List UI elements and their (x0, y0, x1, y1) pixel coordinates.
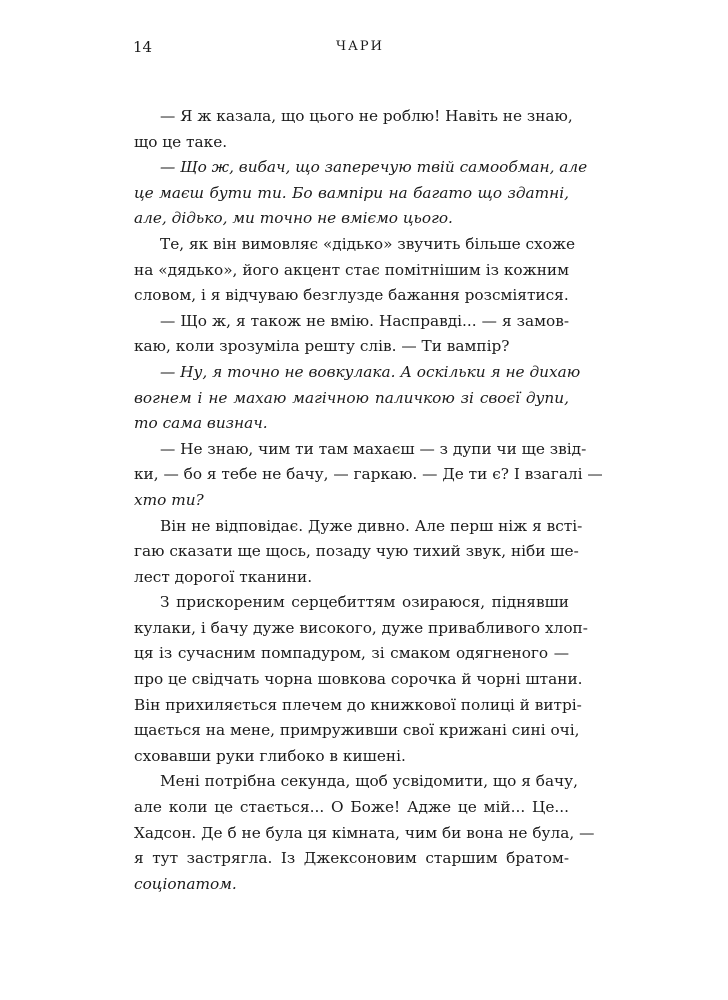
text-line: — Я ж казала, що цього не роблю! Навіть не знаю, (160, 107, 573, 125)
page-number: 14 (133, 38, 153, 56)
text-line: що це таке. (134, 132, 228, 151)
text-line-italic: це маєш бути ти. Бо вампіри на багато що здатні, (134, 183, 569, 202)
text-line: — Що ж, я також не вмію. Насправді... — я замов- (160, 311, 569, 330)
text-line: але коли це стається... О Боже! Адже це мій... Це... (134, 798, 569, 817)
text-line: Хадсон. Де б не була ця кімната, чим би вона не була, — (134, 823, 595, 842)
text-line: Те, як він вимовляє «дідько» звучить більше схоже (160, 234, 576, 253)
text-line: лест дорогої тканини. (134, 567, 313, 586)
text-line-italic: але, дідько, ми точно не вміємо цього. (134, 209, 453, 228)
text-line: щається на мене, примруживши свої крижані сині очі, (134, 721, 580, 740)
text-line: ки, — бо я тебе не бачу, — гаркаю. — Де ти є? І взагалі — (134, 465, 603, 484)
running-head (0, 36, 728, 58)
text-line-italic: соціопатом. (134, 874, 237, 893)
text-line-italic: — Що ж, вибач, що заперечую твій самообман, але (160, 158, 588, 177)
body-text (134, 104, 603, 897)
text-line: Він не відповідає. Дуже дивно. Але перш ніж я встi- (160, 516, 583, 535)
text-line: словом, і я відчуваю безглузде бажання розсміятися. (134, 286, 569, 305)
text-line: гаю сказати ще щось, позаду чую тихий звук, ніби ше- (134, 542, 579, 561)
text-line: кулаки, і бачу дуже високого, дуже привабливого хлоп- (134, 618, 588, 637)
text-line: З прискореним серцебиттям озираюся, піднявши (160, 593, 569, 612)
text-line: Він прихиляється плечем до книжкової полиці й витрі- (134, 695, 582, 714)
text-line-italic: вогнем і не махаю магічною паличкою зі своєї дупи, (134, 388, 569, 407)
book-title: ЧАРИ (336, 39, 384, 54)
text-line: про це свідчать чорна шовкова сорочка й чорні штани. (134, 670, 583, 689)
text-line: Мені потрібна секунда, щоб усвідомити, що я бачу, (160, 772, 579, 791)
text-line-italic: то сама визнач. (134, 414, 268, 433)
text-line: на «дядько», його акцент стає помітнішим із кожним (134, 260, 569, 279)
text-line: — Не знаю, чим ти там махаєш — з дупи чи ще звід- (160, 439, 587, 458)
text-line: я тут застрягла. Із Джексоновим старшим братом- (134, 849, 569, 868)
text-line-italic: хто ти? (134, 490, 204, 509)
text-line: ця із сучасним помпадуром, зі смаком одягненого — (134, 644, 569, 663)
text-line: каю, коли зрозуміла решту слів. — Ти вампір? (134, 337, 510, 356)
text-line-italic: — Ну, я точно не вовкулака. А оскільки я не дихаю (160, 362, 581, 381)
text-line: сховавши руки глибоко в кишені. (134, 746, 406, 765)
